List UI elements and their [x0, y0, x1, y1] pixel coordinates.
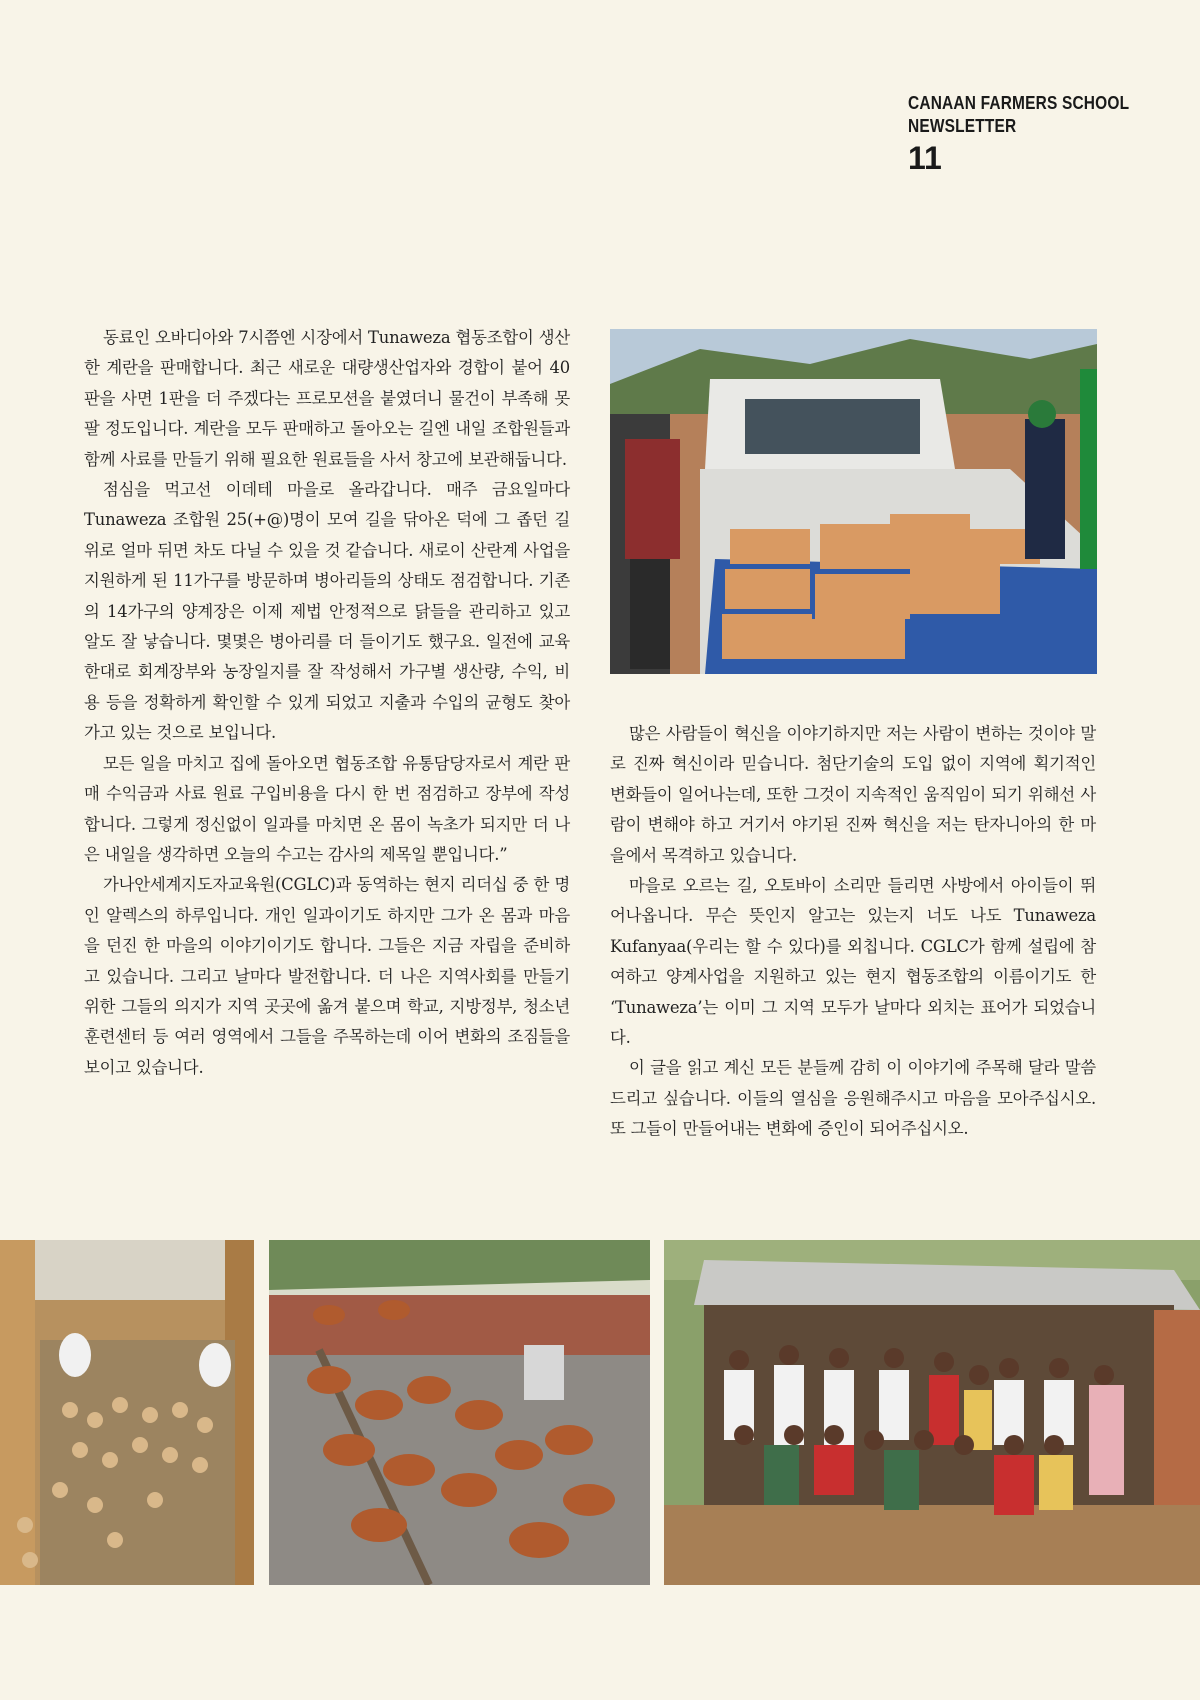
chicks-photo: [0, 1240, 254, 1585]
paragraph: 가나안세계지도자교육원(CGLC)과 동역하는 현지 리더십 중 한 명인 알렉스의 하루입니다. 개인 일과이기도 하지만 그가 온 몸과 마음을 던진 한 마을의 이야기이기도 합니다. 그들은 지금 자립을 준비하고 있습니다. 그리고 날마다 발전합니다. 더 나은 지역사회를 만들기 위한 그들의 의지가 지역 곳곳에 옮겨 붙으며 학교, 지방정부, 청소년 훈련센터 등 여러 영역에서 그들을 주목하는데 이어 변화의 조짐들을 보이고 있습니다.: [84, 875, 570, 1077]
cooperative-group-photo: [664, 1240, 1200, 1585]
paragraph: 점심을 먹고선 이데테 마을로 올라갑니다. 매주 금요일마다 Tunaweza 조합원 25(+@)명이 모여 길을 닦아온 덕에 그 좁던 길 위로 얼마 뒤면 차도 다닐 수 있을 것 같습니다. 새로이 산란계 사업을 지원하게 된 11가구를 방문하며 병아리들의 상태도 점검합니다. 기존의 14가구의 양계장은 이제 제법 안정적으로 닭들을 관리하고 있고 알도 잘 낳습니다. 몇몇은 병아리를 더 들이기도 했구요. 일전에 교육한대로 회계장부와 농장일지를 잘 작성해서 가구별 생산량, 수익, 비용 등을 정확하게 확인할 수 있게 되었고 지출과 수입의 균형도 찾아가고 있는 것으로 보입니다.: [84, 480, 570, 743]
paragraph: 이 글을 읽고 계신 모든 분들께 감히 이 이야기에 주목해 달라 말씀드리고 싶습니다. 이들의 열심을 응원해주시고 마음을 모아주십시오. 또 그들이 만들어내는 변화에 증인이 되어주십시오.: [610, 1058, 1096, 1139]
article-left-column: [84, 323, 570, 1083]
newsletter-masthead: [908, 92, 1158, 176]
paragraph: 동료인 오바디아와 7시쯤엔 시장에서 Tunaweza 협동조합이 생산한 계란을 판매합니다. 최근 새로운 대량생산업자와 경합이 붙어 40판을 사면 1판을 더 주겠다는 프로모션을 붙였더니 물건이 부족해 못 팔 정도입니다. 계란을 모두 판매하고 돌아오는 길엔 내일 조합원들과 함께 사료를 만들기 위해 필요한 원료들을 사서 창고에 보관해둡니다.: [84, 328, 570, 469]
egg-truck-photo: [610, 329, 1097, 674]
article-right-column: [610, 719, 1096, 1145]
hens-photo: [269, 1240, 650, 1585]
masthead-title-line2: NEWSLETTER: [908, 116, 1017, 136]
masthead-title-line1: CANAAN FARMERS SCHOOL: [908, 93, 1130, 113]
paragraph: 많은 사람들이 혁신을 이야기하지만 저는 사람이 변하는 것이야 말로 진짜 혁신이라 믿습니다. 첨단기술의 도입 없이 지역에 획기적인 변화들이 일어나는데, 또한 그것이 지속적인 움직임이 되기 위해선 사람이 변해야 하고 거기서 야기된 진짜 혁신을 저는 탄자니아의 한 마을에서 목격하고 있습니다.: [610, 724, 1096, 865]
paragraph: 마을로 오르는 길, 오토바이 소리만 들리면 사방에서 아이들이 뛰어나옵니다. 무슨 뜻인지 알고는 있는지 너도 나도 Tunaweza Kufanyaa(우리는 할 수 있다)를 외칩니다. CGLC가 함께 설립에 참여하고 양계사업을 지원하고 있는 현지 협동조합의 이름이기도 한 ‘Tunaweza’는 이미 그 지역 모두가 날마다 외치는 표어가 되었습니다.: [610, 876, 1096, 1048]
paragraph: 모든 일을 마치고 집에 돌아오면 협동조합 유통담당자로서 계란 판매 수익금과 사료 원료 구입비용을 다시 한 번 점검하고 장부에 작성합니다. 그렇게 정신없이 일과를 마치면 온 몸이 녹초가 되지만 더 나은 내일을 생각하면 오늘의 수고는 감사의 제목일 뿐입니다.”: [84, 753, 570, 864]
page-number: 11: [908, 140, 942, 176]
